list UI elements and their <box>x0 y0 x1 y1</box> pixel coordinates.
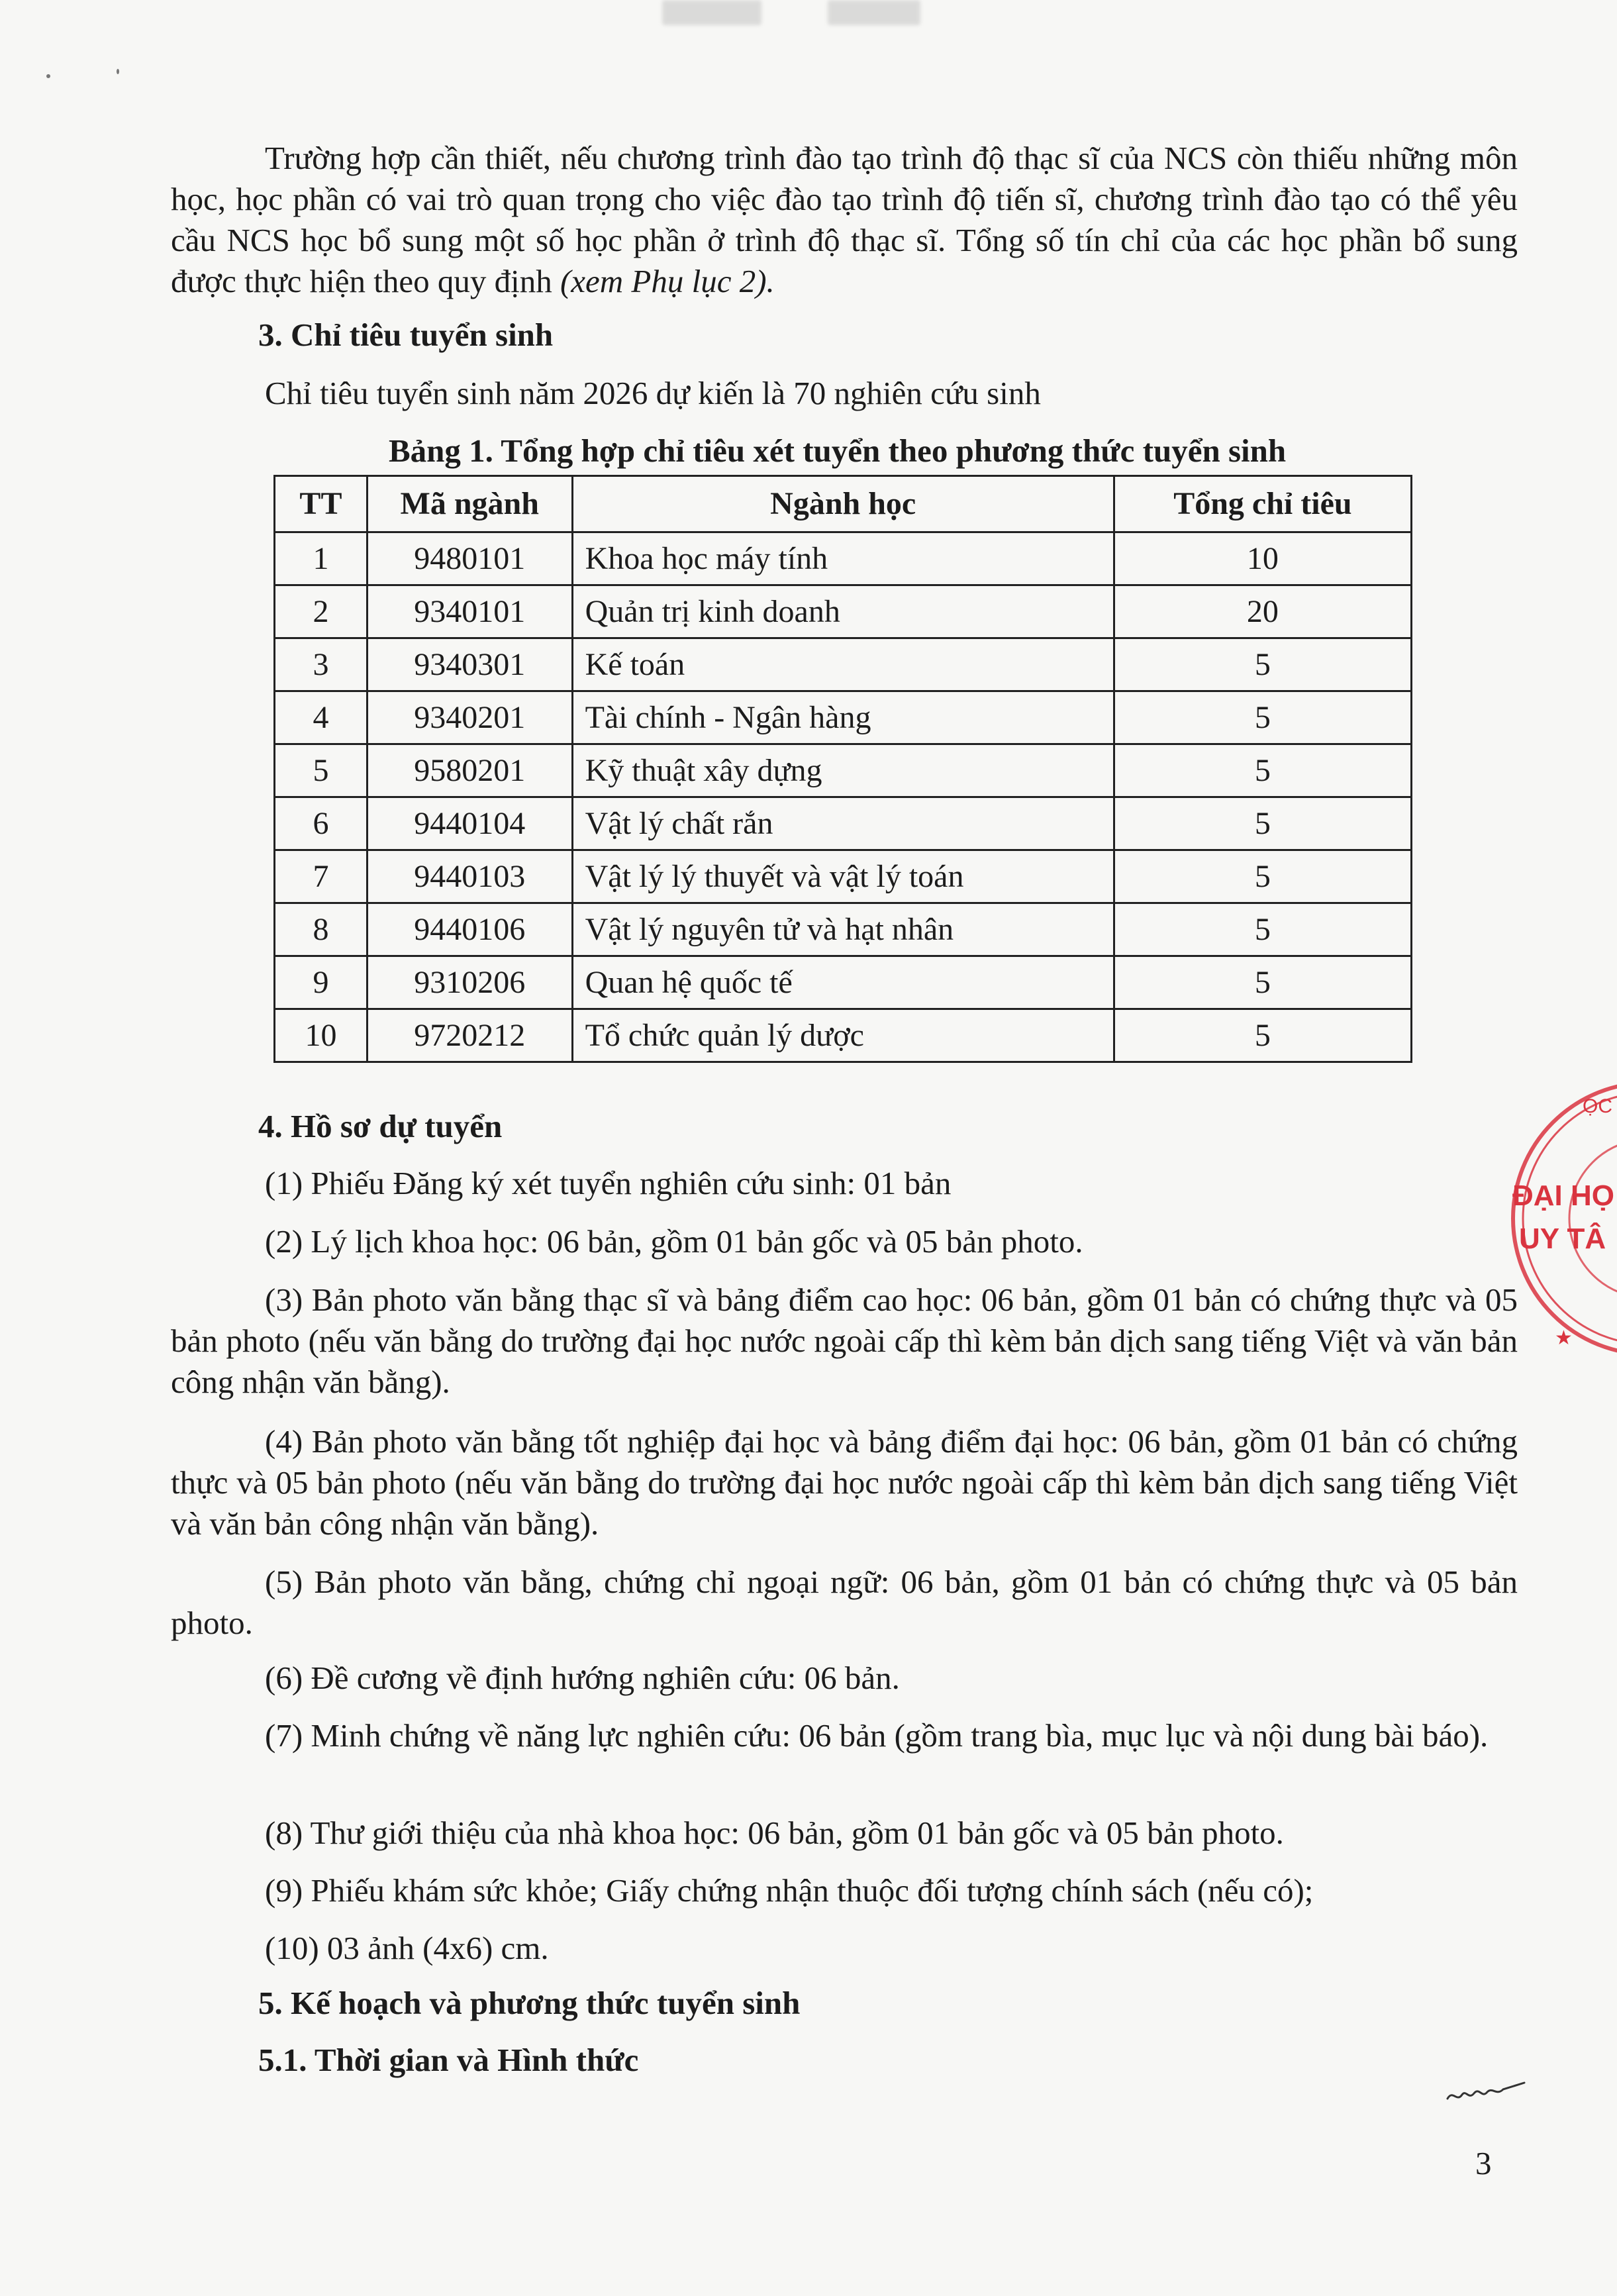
cell-tt: 5 <box>275 744 368 797</box>
cell-major: Kế toán <box>572 638 1114 691</box>
cell-major: Quản trị kinh doanh <box>572 585 1114 638</box>
cell-tt: 2 <box>275 585 368 638</box>
quota-table <box>273 475 1412 1063</box>
table-row <box>275 850 1412 903</box>
dossier-item-3: (3) Bản photo văn bằng thạc sĩ và bảng điểm cao học: 06 bản, gồm 01 bản có chứng thực và 05 bản photo (nếu văn bằng do trường đại học nước ngoài cấp thì kèm bản dịch sang tiếng Việt và văn bản công nhận văn bằng). <box>171 1281 1518 1400</box>
cell-code: 9340301 <box>367 638 572 691</box>
dossier-item-10: (10) 03 ảnh (4x6) cm. <box>265 1930 549 1966</box>
table-row <box>275 903 1412 956</box>
table-row <box>275 638 1412 691</box>
official-stamp <box>1503 1073 1617 1364</box>
cell-major: Khoa học máy tính <box>572 532 1114 585</box>
cell-quota: 5 <box>1114 903 1411 956</box>
cell-quota: 5 <box>1114 691 1411 744</box>
cell-tt: 3 <box>275 638 368 691</box>
intro-text: Trường hợp cần thiết, nếu chương trình đào tạo trình độ thạc sĩ của NCS còn thiếu những môn học, học phần có vai trò quan trọng cho việc đào tạo trình độ tiến sĩ, chương trình đào tạo có thể yêu cầu NCS học bổ sung một số học phần ở trình độ thạc sĩ. Tổng số tín chỉ của các học phần bổ sung được thực hiện theo quy định <box>171 140 1518 299</box>
scan-dot <box>117 69 119 74</box>
table-header-row <box>275 476 1412 532</box>
cell-quota: 5 <box>1114 1009 1411 1062</box>
cell-code: 9720212 <box>367 1009 572 1062</box>
cell-code: 9340201 <box>367 691 572 744</box>
cell-quota: 5 <box>1114 850 1411 903</box>
dossier-item-8: (8) Thư giới thiệu của nhà khoa học: 06 bản, gồm 01 bản gốc và 05 bản photo. <box>265 1815 1284 1851</box>
initials-signature <box>1444 2070 1530 2109</box>
stamp-star-icon: ★ <box>1555 1326 1573 1350</box>
stamp-text-line2: UY TÂ <box>1519 1223 1606 1255</box>
section-3-text: Chỉ tiêu tuyển sinh năm 2026 dự kiến là 70 nghiên cứu sinh <box>265 375 1041 411</box>
cell-major: Kỹ thuật xây dựng <box>572 744 1114 797</box>
cell-tt: 7 <box>275 850 368 903</box>
cell-code: 9340101 <box>367 585 572 638</box>
scan-artifact <box>662 0 761 25</box>
header-ma-nganh: Mã ngành <box>367 476 572 532</box>
stamp-text-top: ỌC <box>1583 1095 1612 1117</box>
dossier-item-7: (7) Minh chứng về năng lực nghiên cứu: 06 bản (gồm trang bìa, mục lục và nội dung bài báo). <box>265 1717 1489 1754</box>
header-tt: TT <box>275 476 368 532</box>
table-row <box>275 691 1412 744</box>
table-row <box>275 744 1412 797</box>
cell-major: Vật lý chất rắn <box>572 797 1114 850</box>
cell-tt: 8 <box>275 903 368 956</box>
table-row <box>275 1009 1412 1062</box>
dossier-item-4: (4) Bản photo văn bằng tốt nghiệp đại học và bảng điểm đại học: 06 bản, gồm 01 bản có chứng thực và 05 bản photo (nếu văn bằng do trường đại học nước ngoài cấp thì kèm bản dịch sang tiếng Việt và văn bản công nhận văn bằng). <box>171 1423 1518 1542</box>
cell-quota: 5 <box>1114 744 1411 797</box>
intro-paragraph <box>171 138 1518 302</box>
scan-artifact <box>828 0 920 25</box>
dossier-item-1: (1) Phiếu Đăng ký xét tuyển nghiên cứu sinh: 01 bản <box>265 1165 952 1201</box>
cell-major: Vật lý nguyên tử và hạt nhân <box>572 903 1114 956</box>
cell-code: 9440106 <box>367 903 572 956</box>
dossier-item-9: (9) Phiếu khám sức khỏe; Giấy chứng nhận thuộc đối tượng chính sách (nếu có); <box>265 1872 1314 1909</box>
cell-tt: 4 <box>275 691 368 744</box>
intro-reference: (xem Phụ lục 2). <box>560 263 775 299</box>
section-4-heading: 4. Hồ sơ dự tuyển <box>258 1108 503 1144</box>
section-3-heading: 3. Chỉ tiêu tuyển sinh <box>258 317 554 353</box>
dossier-item-5: (5) Bản photo văn bằng, chứng chỉ ngoại ngữ: 06 bản, gồm 01 bản có chứng thực và 05 bản photo. <box>171 1564 1518 1641</box>
cell-code: 9480101 <box>367 532 572 585</box>
cell-code: 9310206 <box>367 956 572 1009</box>
dossier-item-6: (6) Đề cương về định hướng nghiên cứu: 06 bản. <box>265 1660 900 1696</box>
cell-quota: 5 <box>1114 956 1411 1009</box>
cell-tt: 6 <box>275 797 368 850</box>
cell-quota: 10 <box>1114 532 1411 585</box>
section-5-1-heading: 5.1. Thời gian và Hình thức <box>258 2042 639 2078</box>
table-row <box>275 956 1412 1009</box>
cell-tt: 1 <box>275 532 368 585</box>
section-5-heading: 5. Kế hoạch và phương thức tuyển sinh <box>258 1985 801 2021</box>
header-nganh-hoc: Ngành học <box>572 476 1114 532</box>
cell-quota: 5 <box>1114 638 1411 691</box>
cell-code: 9580201 <box>367 744 572 797</box>
table-row <box>275 585 1412 638</box>
scan-dot <box>46 74 50 78</box>
cell-quota: 20 <box>1114 585 1411 638</box>
table-caption: Bảng 1. Tổng hợp chỉ tiêu xét tuyển theo phương thức tuyển sinh <box>389 432 1287 469</box>
cell-quota: 5 <box>1114 797 1411 850</box>
cell-tt: 10 <box>275 1009 368 1062</box>
table-row <box>275 532 1412 585</box>
cell-major: Tổ chức quản lý dược <box>572 1009 1114 1062</box>
stamp-text-line1: ĐẠI HỌ <box>1512 1179 1614 1212</box>
table-row <box>275 797 1412 850</box>
cell-major: Quan hệ quốc tế <box>572 956 1114 1009</box>
cell-major: Tài chính - Ngân hàng <box>572 691 1114 744</box>
cell-major: Vật lý lý thuyết và vật lý toán <box>572 850 1114 903</box>
header-tong-chi-tieu: Tổng chỉ tiêu <box>1114 476 1411 532</box>
cell-code: 9440103 <box>367 850 572 903</box>
page-number: 3 <box>1475 2145 1492 2181</box>
cell-tt: 9 <box>275 956 368 1009</box>
dossier-item-2: (2) Lý lịch khoa học: 06 bản, gồm 01 bản gốc và 05 bản photo. <box>265 1223 1083 1260</box>
cell-code: 9440104 <box>367 797 572 850</box>
